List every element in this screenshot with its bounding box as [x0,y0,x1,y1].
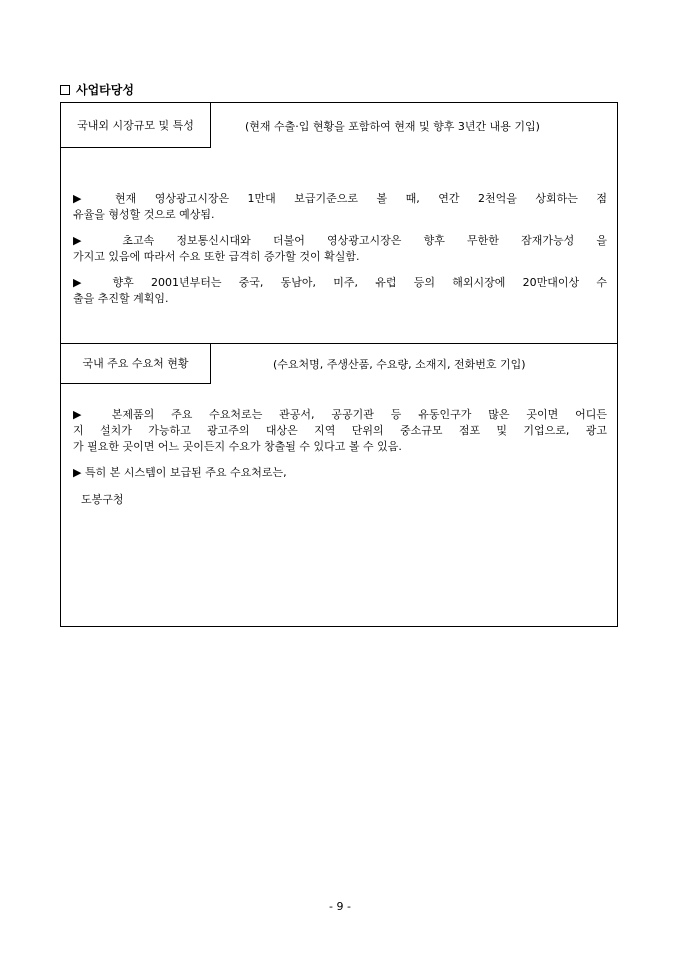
market-note: (현재 수출·입 현황을 포함하여 현재 및 향후 3년간 내용 기입) [245,120,540,133]
demand-bullet-2: ▶ 특히 본 시스템이 보급된 주요 수요처로는, [73,466,287,479]
demand-bullet-1-line3: 가 필요한 곳이면 어느 곳이든지 수요가 창출될 수 있다고 볼 수 있음. [73,440,402,453]
market-bullet-3-line2: 출을 추진할 계획임. [73,292,169,305]
page-number: - 9 - [329,900,351,913]
section-title [60,81,134,98]
demand-label: 국내 주요 수요처 현황 [82,356,189,370]
market-label-cell [61,103,211,148]
demand-bullet-1-line1: ▶ 본제품의 주요 수요처로는 관공서, 공공기관 등 유동인구가 많은 곳이면 어디든 [73,408,607,421]
customer-name: 도봉구청 [81,493,124,506]
demand-note: (수요처명, 주생산품, 수요량, 소재지, 전화번호 기입) [273,358,526,371]
market-bullet-1-line2: 유율을 형성할 것으로 예상됨. [73,208,215,221]
demand-bullet-1-line2: 지 설치가 가능하고 광고주의 대상은 지역 단위의 중소규모 점포 및 기업으로, 광고 [73,424,607,437]
market-label: 국내외 시장규모 및 특성 [77,118,194,132]
market-bullet-2-line2: 가지고 있음에 따라서 수요 또한 급격히 증가할 것이 확실함. [73,250,360,263]
section-title-text: 사업타당성 [76,83,134,97]
demand-label-cell [61,343,211,384]
market-bullet-2-line1: ▶ 초고속 정보통신시대와 더불어 영상광고시장은 향후 무한한 잠재가능성 을 [73,234,607,247]
checkbox-square-icon [60,85,70,95]
form-table [60,102,618,627]
market-bullet-3-line1: ▶ 향후 2001년부터는 중국, 동남아, 미주, 유럽 등의 해외시장에 20만대이상 수 [73,276,607,289]
market-bullet-1-line1: ▶ 현재 영상광고시장은 1만대 보급기준으로 볼 때, 연간 2천억을 상회하는 점 [73,192,607,205]
